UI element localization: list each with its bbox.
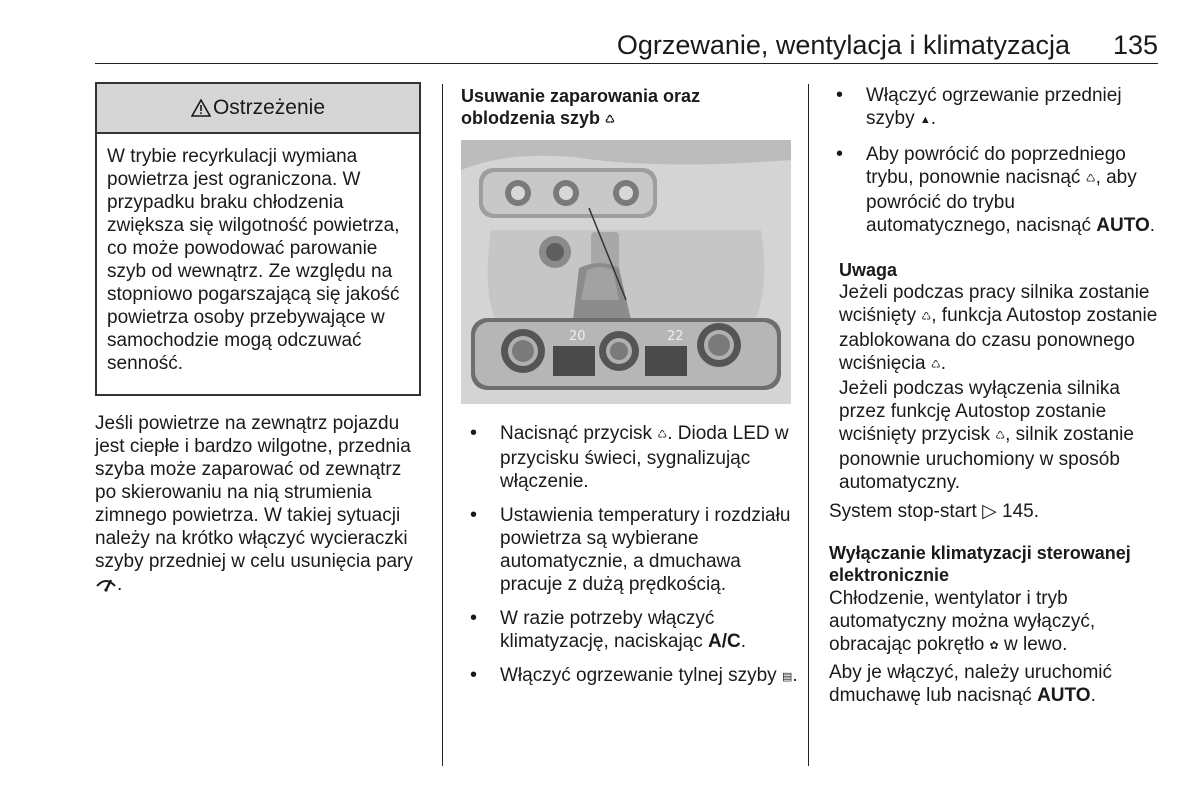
- list-item: • Aby powrócić do poprzedniego trybu, ponownie nacisnąć ♺, aby powrócić do trybu automatycznego, nacisnąć AUTO.: [829, 143, 1164, 237]
- header-rule: [95, 63, 1158, 64]
- defrost-steps-list: [463, 422, 798, 700]
- section-heading: Wyłączanie klimatyzacji sterowanej elektronicznie: [829, 543, 1131, 585]
- defrost-max-icon: ♺: [930, 359, 941, 371]
- cross-reference: System stop-start ▷ 145.: [829, 501, 1039, 522]
- list-item: • Nacisnąć przycisk ♺. Dioda LED w przycisku świeci, sygnalizując włączenie.: [463, 422, 798, 493]
- photo-temp-right: 22: [667, 329, 684, 344]
- warning-text: W trybie recyrkulacji wymiana powietrza jest ograniczona. W przypadku braku chłodzenia zwiększa się wilgotność powietrza, co może powodować parowanie szyb od wewnątrz. Ze względu na stopniowo pogarszającą się jakość powietrza osoby przebywające w samochodzie mogą odczuwać senność.: [107, 146, 400, 374]
- page-number: 135: [1112, 30, 1158, 60]
- defrost-max-icon: ♺: [1085, 173, 1096, 185]
- column-divider: [808, 84, 809, 766]
- photo-temp-left: 20: [569, 329, 586, 344]
- fan-icon: ✿: [989, 640, 999, 652]
- defrost-max-icon: ♺: [657, 429, 668, 441]
- humidity-paragraph: Jeśli powietrze na zewnątrz pojazdu jest ciepłe i bardzo wilgotne, przednia szyba może zaparować od zewnątrz po skierowaniu na nią strumienia zimnego powietrza. W takiej sytuacji należy na krótko włączyć wycieraczki szyby przedniej w celu usunięcia pary .: [95, 413, 413, 595]
- windshield-wiper-icon: [95, 576, 117, 592]
- warning-header: [97, 84, 419, 134]
- page-reference-arrow-icon: ▷: [982, 501, 997, 522]
- defrost-max-icon: ♺: [921, 311, 932, 323]
- list-item: • W razie potrzeby włączyć klimatyzację, naciskając A/C.: [463, 607, 798, 653]
- defrost-max-icon: ♺: [995, 430, 1006, 442]
- running-header-title: Ogrzewanie, wentylacja i klimatyzacja: [616, 30, 1070, 60]
- switch-on-paragraph: Aby je włączyć, należy uruchomić dmuchawę lub nacisnąć AUTO.: [829, 662, 1112, 706]
- defrost-max-icon: ♺: [605, 114, 615, 126]
- note-paragraph-2: Jeżeli podczas wyłączenia silnika przez funkcję Autostop zostanie wciśnięty przycisk ♺, silnik zostanie ponownie uruchomiony w sposób automatyczny.: [839, 378, 1134, 493]
- warning-box: [95, 82, 421, 396]
- climate-panel-photo: [461, 140, 791, 404]
- warning-title: Ostrzeżenie: [212, 96, 326, 119]
- warning-triangle-icon: [191, 99, 211, 117]
- front-window-list: [829, 84, 1164, 248]
- note-paragraph-1: Jeżeli podczas pracy silnika zostanie wciśnięty ♺, funkcja Autostop zostanie zablokowana do czasu ponownego wciśnięcia ♺.: [839, 281, 1159, 377]
- front-window-heat-icon: ▲: [919, 114, 931, 126]
- list-item: • Ustawienia temperatury i rozdziału powietrza są wybierane automatycznie, a dmuchawa pracuje z dużą prędkością.: [463, 504, 798, 596]
- rear-window-heat-icon: ▤: [781, 671, 793, 683]
- note-title: Uwaga: [839, 260, 898, 280]
- list-item: • Włączyć ogrzewanie tylnej szyby ▤.: [463, 664, 798, 689]
- switch-off-paragraph: Chłodzenie, wentylator i tryb automatyczny można wyłączyć, obracając pokrętło ✿ w lewo.: [829, 587, 1159, 658]
- column-divider: [442, 84, 443, 766]
- list-item: • Włączyć ogrzewanie przedniej szyby ▲.: [829, 84, 1164, 132]
- defrost-heading: Usuwanie zaparowania oraz oblodzenia szyb ♺: [461, 85, 761, 131]
